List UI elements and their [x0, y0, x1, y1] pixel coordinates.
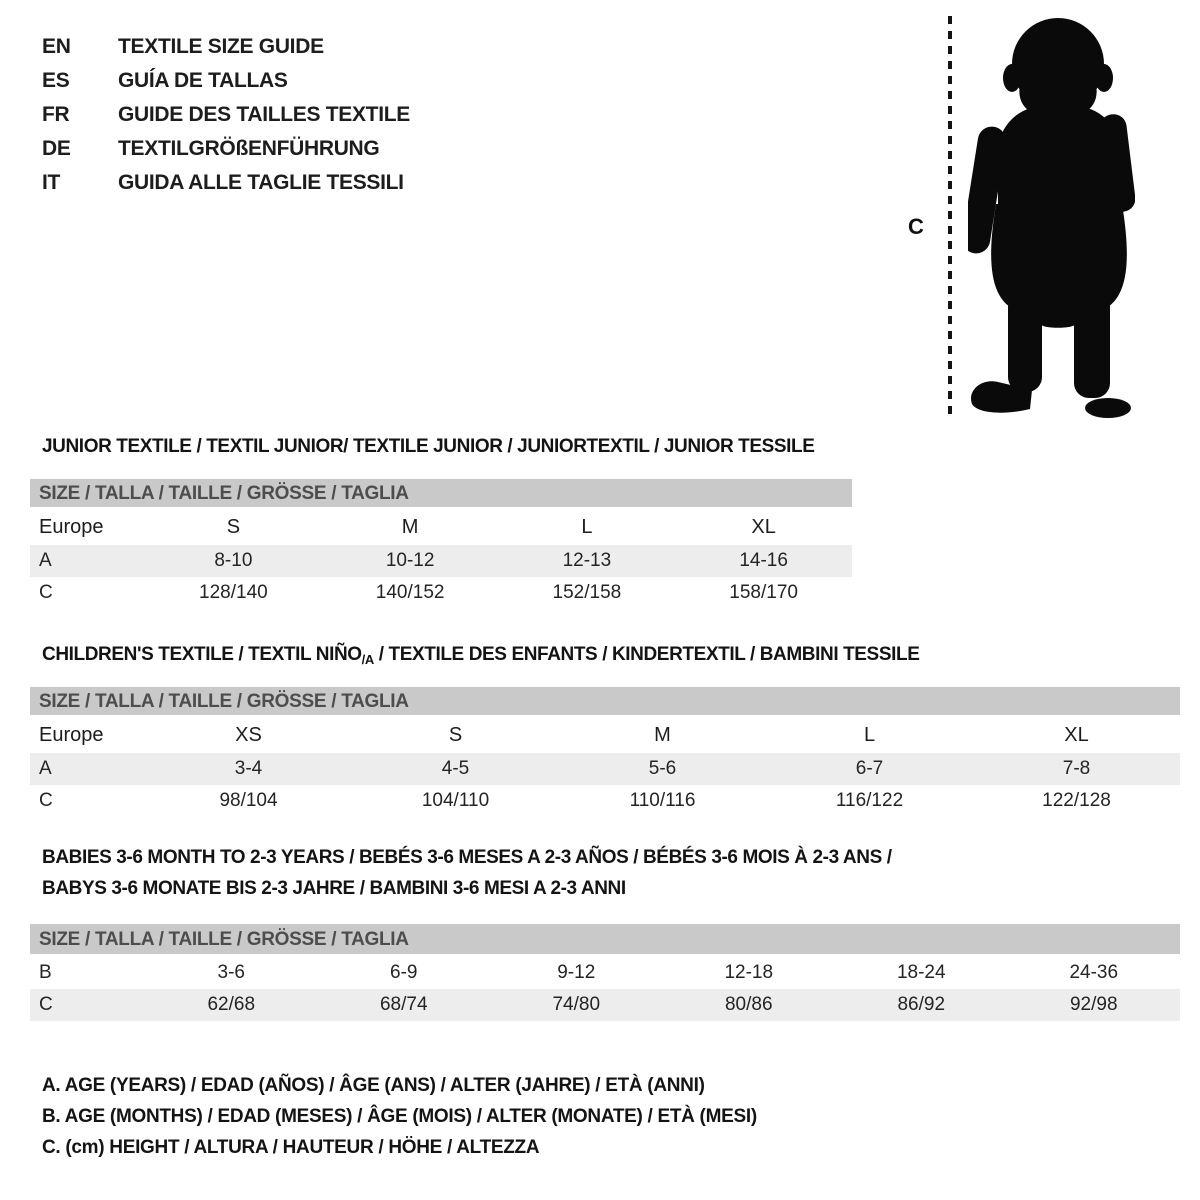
junior-section-title: JUNIOR TEXTILE / TEXTIL JUNIOR/ TEXTILE JUNIOR / JUNIORTEXTIL / JUNIOR TESSILE: [42, 436, 815, 457]
junior-header-row: [30, 510, 852, 545]
lang-title: TEXTILGRÖßENFÜHRUNG: [118, 137, 380, 160]
cell-value: 140/152: [375, 582, 445, 603]
baby-silhouette: [968, 14, 1135, 420]
babies-size-table: [30, 924, 1180, 1021]
legend-line-b: B. AGE (MONTHS) / EDAD (MESES) / ÂGE (MOIS) / ALTER (MONATE) / ETÀ (MESI): [42, 1106, 757, 1127]
col-header-xs: XS: [235, 724, 262, 746]
cell-value: 110/116: [629, 790, 696, 811]
children-size-bar: SIZE / TALLA / TAILLE / GRÖSSE / TAGLIA: [30, 687, 1180, 715]
babies-section-title: [42, 842, 892, 904]
cell-value: 6-7: [855, 758, 884, 779]
cell-value: 9-12: [557, 962, 596, 983]
table-row: [30, 577, 852, 609]
col-header-m: M: [654, 724, 671, 746]
cell-value: 18-24: [896, 962, 946, 983]
height-measure-dashed-line: [948, 16, 952, 416]
cell-value: 14-16: [739, 550, 788, 571]
lang-row-es: [42, 64, 410, 98]
children-title-sub: /A: [361, 652, 374, 667]
lang-row-de: [42, 132, 410, 166]
cell-value: 80/86: [724, 994, 773, 1015]
babies-title-line2: BABYS 3-6 MONATE BIS 2-3 JAHRE / BAMBINI 3-6 MESI A 2-3 ANNI: [42, 878, 626, 899]
height-measure-label: C: [908, 214, 924, 239]
junior-size-table: [30, 479, 852, 609]
children-size-table: [30, 687, 1180, 817]
col-header-europe: Europe: [39, 516, 104, 538]
table-row: [30, 957, 1180, 989]
children-title-prefix: CHILDREN'S TEXTILE / TEXTIL NIÑO: [42, 644, 362, 665]
cell-value: 24-36: [1069, 962, 1119, 983]
children-section-title: [42, 644, 919, 667]
babies-title-line1: BABIES 3-6 MONTH TO 2-3 YEARS / BEBÉS 3-6 MESES A 2-3 AÑOS / BÉBÉS 3-6 MOIS À 2-3 ANS /: [42, 847, 892, 868]
cell-value: 5-6: [648, 758, 677, 779]
children-header-row: [30, 718, 1180, 753]
row-label: C: [39, 994, 53, 1015]
cell-value: 122/128: [1042, 790, 1111, 811]
cell-value: 158/170: [729, 582, 798, 603]
cell-value: 6-9: [390, 962, 418, 983]
lang-code: DE: [42, 137, 71, 160]
table-row: [30, 753, 1180, 785]
row-label: A: [39, 550, 52, 571]
lang-title: GUIDE DES TAILLES TEXTILE: [118, 103, 410, 126]
cell-value: 8-10: [214, 550, 253, 571]
row-label: B: [39, 962, 52, 983]
cell-value: 4-5: [441, 758, 470, 779]
cell-value: 104/110: [421, 790, 490, 811]
cell-value: 3-6: [217, 962, 245, 983]
lang-code: IT: [42, 171, 61, 194]
row-label: C: [39, 582, 53, 603]
col-header-l: L: [863, 724, 876, 746]
table-row: [30, 785, 1180, 817]
language-header: [42, 30, 410, 200]
cell-value: 62/68: [207, 994, 256, 1015]
table-row: [30, 989, 1180, 1021]
cell-value: 92/98: [1069, 994, 1118, 1015]
cell-value: 12-18: [724, 962, 774, 983]
row-label: A: [39, 758, 52, 779]
lang-code: ES: [42, 69, 70, 92]
cell-value: 74/80: [552, 994, 601, 1015]
col-header-m: M: [401, 516, 419, 538]
legend-line-a: A. AGE (YEARS) / EDAD (AÑOS) / ÂGE (ANS) / ALTER (JAHRE) / ETÀ (ANNI): [42, 1075, 705, 1096]
col-header-l: L: [581, 516, 593, 538]
cell-value: 98/104: [219, 790, 278, 811]
cell-value: 10-12: [385, 550, 435, 571]
lang-title: TEXTILE SIZE GUIDE: [118, 35, 324, 58]
cell-value: 12-13: [562, 550, 612, 571]
col-header-s: S: [226, 516, 241, 538]
table-row: [30, 545, 852, 577]
measurement-legend: [42, 1070, 757, 1163]
cell-value: 116/122: [835, 790, 904, 811]
lang-row-it: [42, 166, 410, 200]
col-header-europe: Europe: [39, 724, 104, 746]
cell-value: 3-4: [234, 758, 263, 779]
cell-value: 68/74: [379, 994, 428, 1015]
children-title-suffix: / TEXTILE DES ENFANTS / KINDERTEXTIL / BAMBINI TESSILE: [373, 644, 920, 665]
lang-title: GUÍA DE TALLAS: [118, 69, 288, 92]
cell-value: 7-8: [1062, 758, 1091, 779]
lang-code: EN: [42, 35, 71, 58]
col-header-s: S: [448, 724, 463, 746]
cell-value: 86/92: [897, 994, 946, 1015]
cell-value: 152/158: [552, 582, 622, 603]
col-header-xl: XL: [751, 516, 776, 538]
lang-row-fr: [42, 98, 410, 132]
lang-title: GUIDA ALLE TAGLIE TESSILI: [118, 171, 404, 194]
row-label: C: [39, 790, 53, 811]
legend-line-c: C. (cm) HEIGHT / ALTURA / HAUTEUR / HÖHE / ALTEZZA: [42, 1137, 540, 1158]
junior-size-bar: SIZE / TALLA / TAILLE / GRÖSSE / TAGLIA: [30, 479, 852, 507]
lang-row-en: [42, 30, 410, 64]
lang-code: FR: [42, 103, 70, 126]
babies-size-bar: SIZE / TALLA / TAILLE / GRÖSSE / TAGLIA: [30, 924, 1180, 954]
cell-value: 128/140: [199, 582, 268, 603]
col-header-xl: XL: [1064, 724, 1089, 746]
